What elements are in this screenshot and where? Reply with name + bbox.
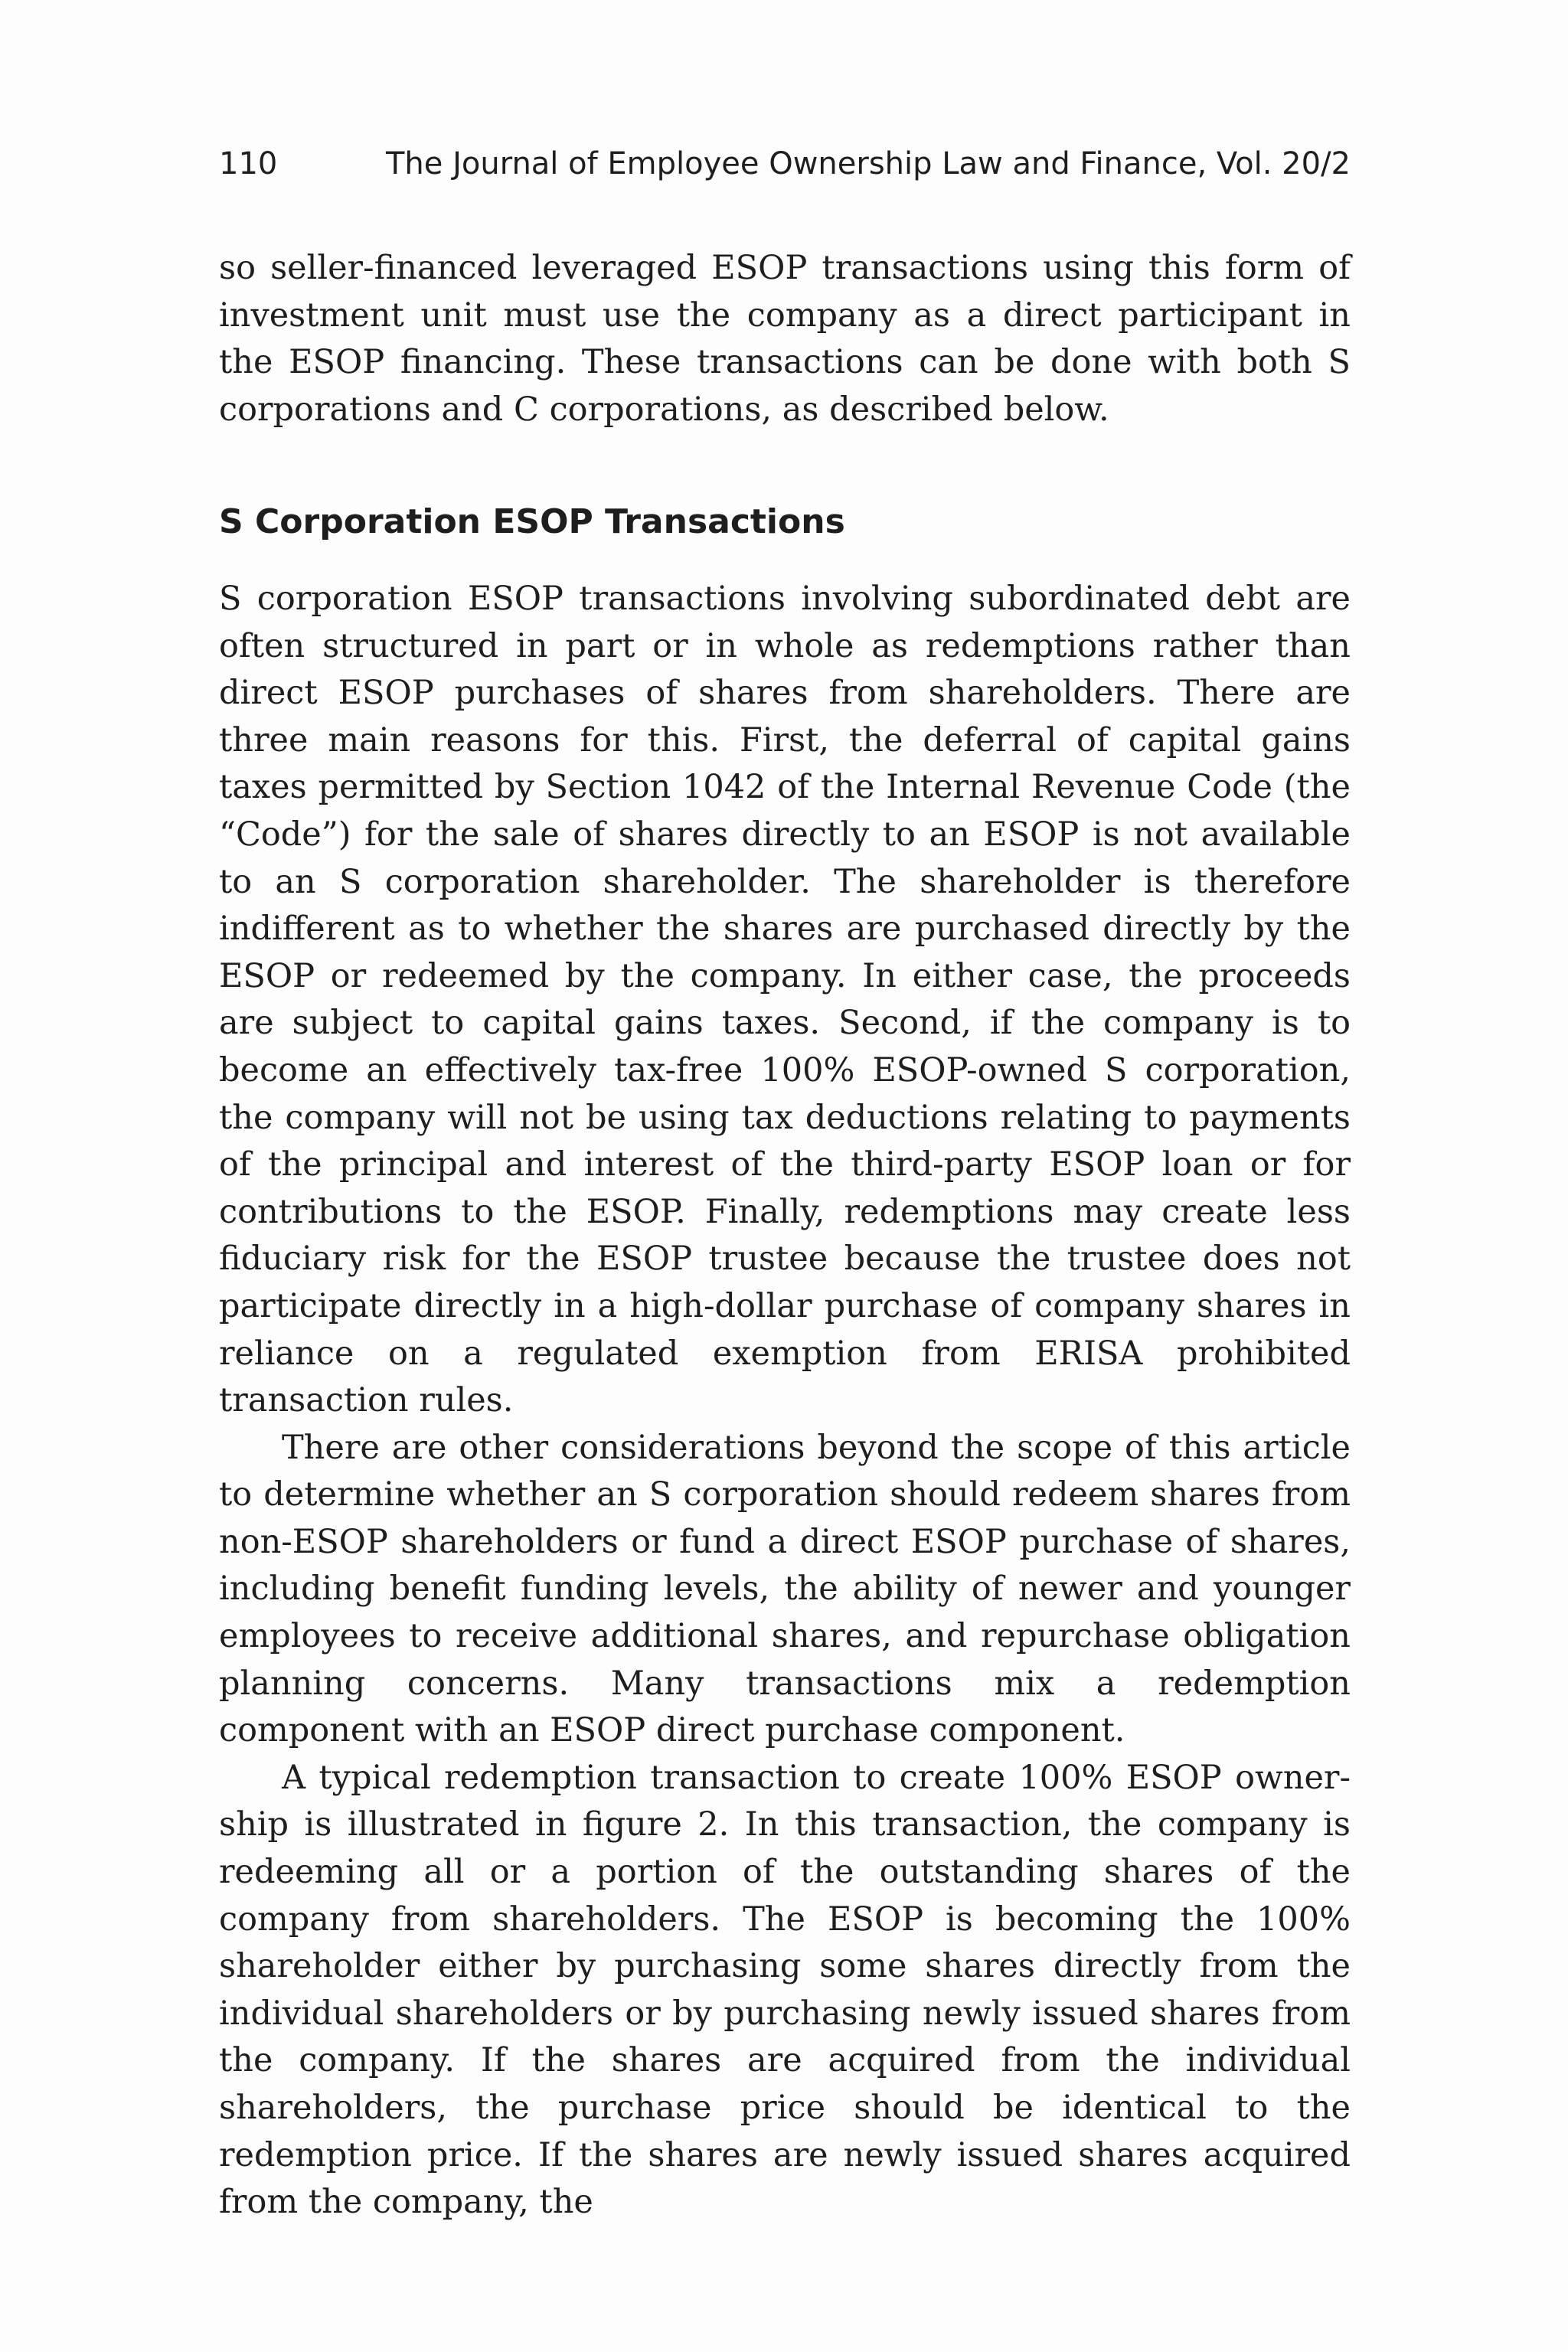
- paragraph-redemption-example: A typical redemption transaction to create 100% ESOP ownership is illustrated in figure 2. In this transaction, the company is redeeming all or a portion of the outstanding shares of the company from shareholders. The ESOP is becoming the 100% shareholder either by purchasing some shares directly from the individual shareholders or by purchasing newly issued shares from the company. If the shares are acquired from the individual shareholders, the purchase price should be identical to the redemption price. If the shares are newly issued shares acquired from the company, the: [219, 1758, 1351, 2222]
- section-body: [219, 576, 1351, 2226]
- intro-paragraph: so seller-financed leveraged ESOP transactions using this form of investment unit must use the company as a direct participant in the ESOP financing. These transactions can be done with both S corporations and C corporations, as described below.: [219, 249, 1351, 429]
- page-number: 110: [219, 146, 278, 181]
- journal-title: The Journal of Employee Ownership Law and Finance, Vol. 20/2: [385, 146, 1351, 181]
- running-header: [219, 141, 1351, 187]
- paragraph-reasons: S corporation ESOP transactions involving subordinated debt are often structured in part or in whole as redemptions rather than direct ESOP purchases of shares from shareholders. There are three main reasons for this. First, the deferral of capital gains taxes permitted by Section 1042 of the Internal Revenue Code (the “Code”) for the sale of shares directly to an ESOP is not available to an S corporation shareholder. The shareholder is therefore indifferent as to whether the shares are purchased directly by the ESOP or redeemed by the company. In either case, the proceeds are subject to capital gains taxes. Second, if the company is to become an effectively tax-free 100% ESOP-owned S corporation, the company will not be using tax deductions relating to payments of the principal and interest of the third-party ESOP loan or for contributions to the ESOP. Finally, redemptions may create less fiduciary risk for the ESOP trustee because the trustee does not participate directly in a high-dollar purchase of company shares in reliance on a regulated exemption from ERISA prohibited transaction rules.: [219, 580, 1351, 1420]
- section-heading: S Corporation ESOP Transactions: [219, 502, 845, 541]
- paragraph-considerations: There are other considerations beyond the scope of this article to determine whether an S corporation should redeem shares from non-ESOP shareholders or fund a direct ESOP purchase of shares, including benefit funding levels, the ability of newer and younger employees to receive additional shares, and repurchase obligation planning concerns. Many transactions mix a redemption component with an ESOP direct purchase component.: [219, 1428, 1351, 1750]
